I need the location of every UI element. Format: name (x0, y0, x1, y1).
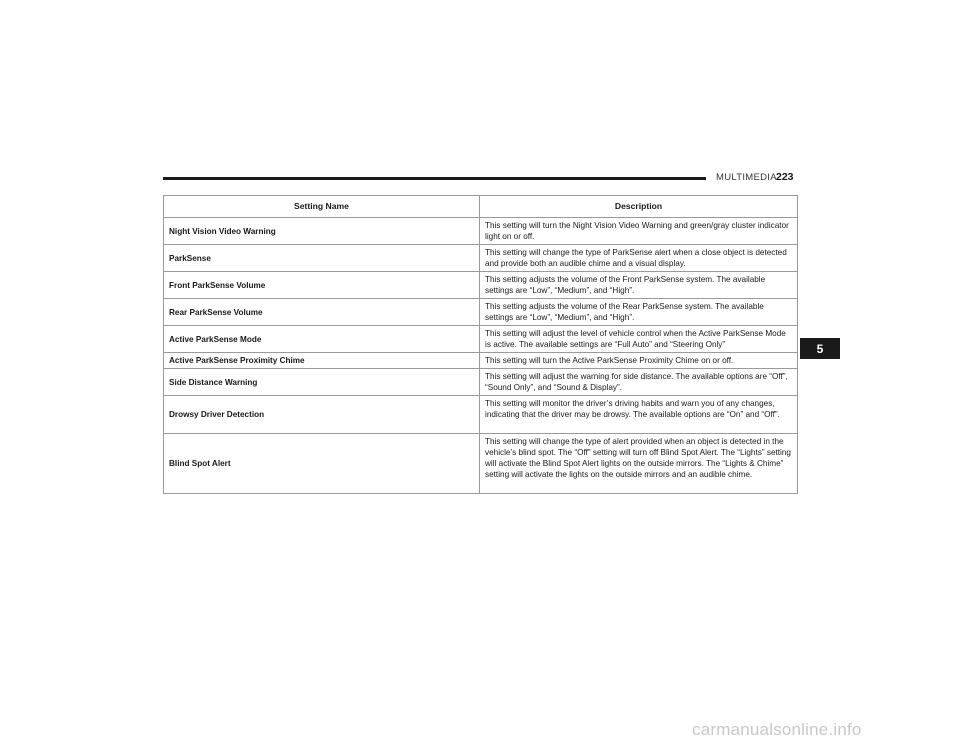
setting-description: This setting will change the type of ParkSense alert when a close object is detected and provide both an audible chime and a visual display. (480, 245, 798, 272)
column-header-setting-name: Setting Name (164, 196, 480, 218)
setting-name: Active ParkSense Proximity Chime (164, 353, 480, 369)
chapter-tab: 5 (800, 338, 840, 359)
setting-description: This setting will adjust the warning for side distance. The available options are “Off”, “Sound Only”, and “Sound & Display”. (480, 369, 798, 396)
setting-name: Drowsy Driver Detection (164, 396, 480, 434)
setting-description: This setting will turn the Active ParkSense Proximity Chime on or off. (480, 353, 798, 369)
settings-table (163, 195, 798, 494)
setting-description: This setting will adjust the level of vehicle control when the Active ParkSense Mode is active. The available settings are “Full Auto” and “Steering Only” (480, 326, 798, 353)
column-header-description: Description (480, 196, 798, 218)
header-rule (163, 177, 706, 180)
page-number: 223 (776, 171, 794, 183)
table-row (164, 396, 798, 434)
setting-name: Rear ParkSense Volume (164, 299, 480, 326)
setting-name: Side Distance Warning (164, 369, 480, 396)
setting-description: This setting will change the type of alert provided when an object is detected in the vehicle’s blind spot. The “Off” setting will turn off Blind Spot Alert. The “Lights” setting will activate the Blind Spot Alert lights on the outside mirrors. The “Lights & Chime” setting will activate the lights on the outside mirrors and an audible chime. (480, 434, 798, 494)
setting-description: This setting adjusts the volume of the Rear ParkSense system. The available settings are “Low”, “Medium”, and “High”. (480, 299, 798, 326)
table-row (164, 272, 798, 299)
section-title: MULTIMEDIA (716, 172, 777, 183)
table-row (164, 299, 798, 326)
setting-name: Front ParkSense Volume (164, 272, 480, 299)
table-header-row (164, 196, 798, 218)
setting-name: Blind Spot Alert (164, 434, 480, 494)
setting-description: This setting adjusts the volume of the Front ParkSense system. The available settings are “Low”, “Medium”, and “High”. (480, 272, 798, 299)
setting-name: Night Vision Video Warning (164, 218, 480, 245)
setting-name: Active ParkSense Mode (164, 326, 480, 353)
setting-name: ParkSense (164, 245, 480, 272)
setting-description: This setting will turn the Night Vision Video Warning and green/gray cluster indicator light on or off. (480, 218, 798, 245)
table-row (164, 353, 798, 369)
table-row (164, 434, 798, 494)
table-row (164, 326, 798, 353)
table-row (164, 245, 798, 272)
watermark: carmanualsonline.info (692, 720, 862, 739)
setting-description: This setting will monitor the driver’s driving habits and warn you of any changes, indicating that the driver may be drowsy. The available options are “On” and “Off”. (480, 396, 798, 434)
table-row (164, 369, 798, 396)
table-row (164, 218, 798, 245)
